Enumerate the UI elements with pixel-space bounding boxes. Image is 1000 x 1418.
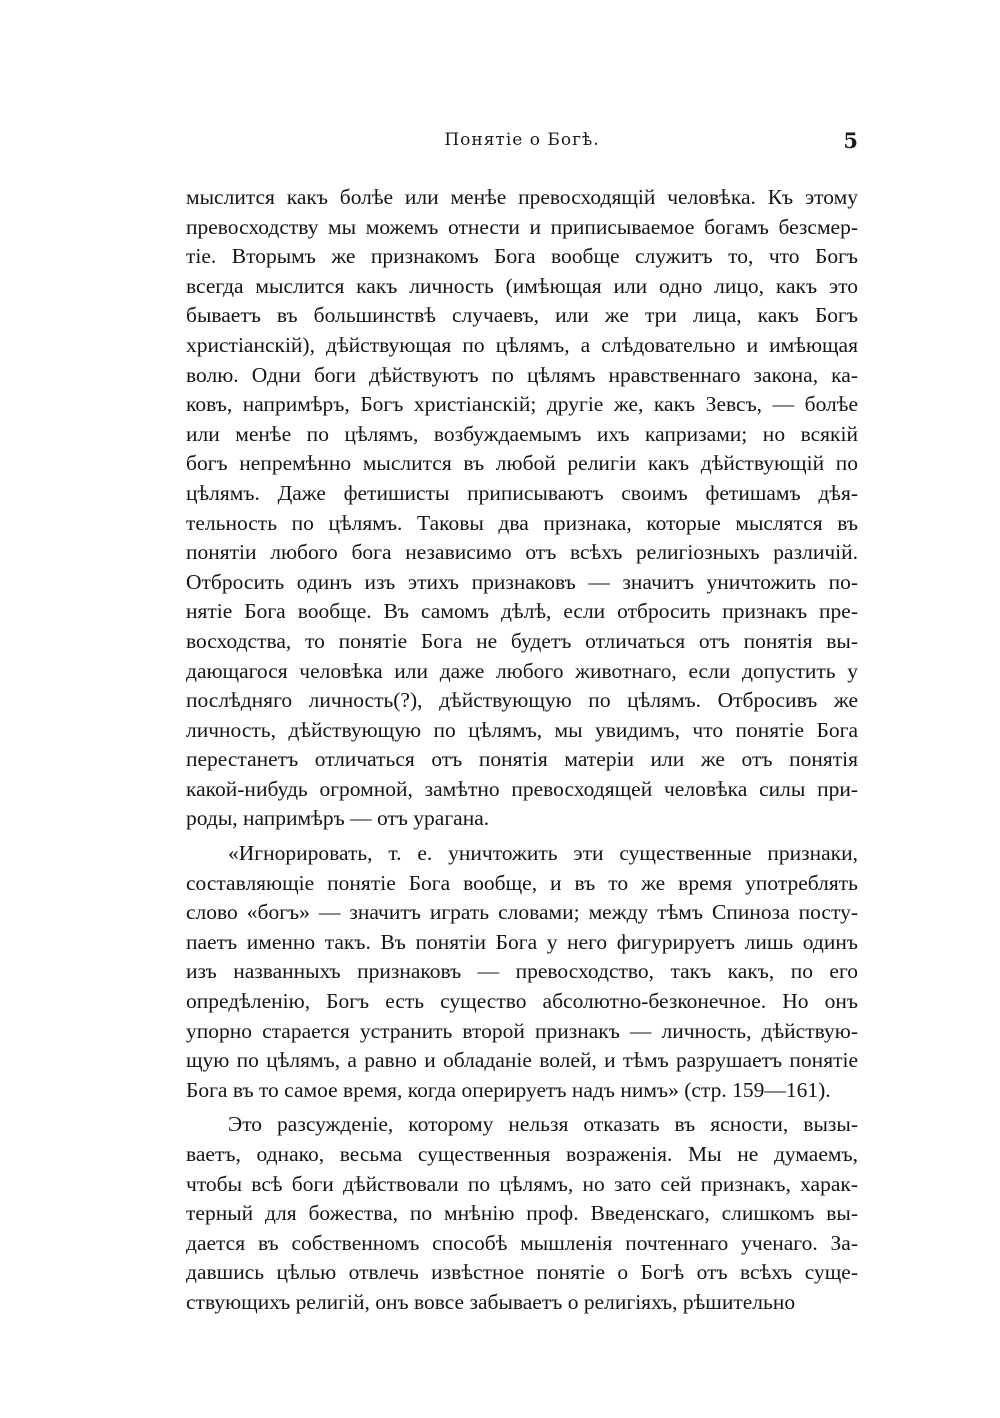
text-line: паетъ именно такъ. Въ понятіи Бога у него фигурируетъ лишь одинъ [186,929,858,954]
text-line: мыслится какъ болѣе или менѣе превосходящій человѣка. Къ этому [186,185,858,209]
text-line: давшись цѣлью отвлечь извѣстное понятіе о Богѣ отъ всѣхъ суще- [186,1260,858,1285]
text-line: Это разсужденіе, которому нельзя отказать въ ясности, вызы- [228,1112,858,1137]
text-line: личность, дѣйствующую по цѣлямъ, мы увидимъ, что понятіе Бога [186,717,858,742]
text-line: перестанетъ отличаться отъ понятія матеріи или же отъ понятія [186,747,858,772]
body-text [186,183,858,1318]
text-line: какой-нибудь огромной, замѣтно превосходящей человѣка силы при- [186,776,858,801]
text-line: или менѣе по цѣлямъ, возбуждаемымъ ихъ капризами; но всякій [186,421,858,446]
text-line: понятіи любого бога независимо отъ всѣхъ религіозныхъ различій. [186,540,858,565]
text-line: превосходству мы можемъ отнести и приписываемое богамъ безсмер- [186,214,858,239]
running-head [186,130,858,164]
paragraph-3 [186,1110,858,1317]
text-line: тіе. Вторымъ же признакомъ Бога вообще служитъ то, что Богъ [186,244,858,269]
running-title: Понятіе о Богѣ. [444,130,600,150]
text-line: «Игнорировать, т. е. уничтожить эти существенные признаки, [228,841,858,866]
text-line: цѣлямъ. Даже фетишисты приписываютъ своимъ фетишамъ дѣя- [186,480,858,505]
text-line: нятіе Бога вообще. Въ самомъ дѣлѣ, если отбросить признакъ пре- [186,599,858,624]
text-line: роды, напримѣръ — отъ урагана. [186,806,490,831]
text-line: дающагося человѣка или даже любого животнаго, если допустить у [186,658,858,683]
text-line: изъ названныхъ признаковъ — превосходство, такъ какъ, по его [186,959,858,984]
text-line: богъ непремѣнно мыслится въ любой религіи какъ дѣйствующій по [186,451,858,476]
text-line: опредѣленію, Богъ есть существо абсолютно-безконечное. Но онъ [186,989,858,1014]
text-line: ваетъ, однако, весьма существенныя возраженія. Мы не думаемъ, [186,1142,858,1166]
text-line: Бога въ то самое время, когда оперируетъ надъ нимъ» (стр. 159—161). [186,1077,831,1102]
text-line: бываетъ въ большинствѣ случаевъ, или же три лица, какъ Богъ [186,303,858,328]
text-line: всегда мыслится какъ личность (имѣющая или одно лицо, какъ это [186,273,858,298]
text-line: щую по цѣлямъ, а равно и обладаніе волей, и тѣмъ разрушаетъ понятіе [186,1048,858,1073]
text-line: терный для божества, по мнѣнію проф. Введенскаго, слишкомъ вы- [186,1201,858,1226]
text-line: послѣдняго личность(?), дѣйствующую по цѣлямъ. Отбросивъ же [186,688,858,713]
text-line: тельность по цѣлямъ. Таковы два признака, которые мыслятся въ [186,510,858,535]
text-line: христіанскій), дѣйствующая по цѣлямъ, а слѣдовательно и имѣющая [186,332,858,357]
text-line: упорно старается устранить второй признакъ — личность, дѣйствую- [186,1018,858,1043]
text-line: ковъ, напримѣръ, Богъ христіанскій; другіе же, какъ Зевсъ, — болѣе [186,392,858,417]
text-line: чтобы всѣ боги дѣйствовали по цѣлямъ, но зато сей признакъ, харак- [186,1171,858,1196]
text-line: волю. Одни боги дѣйствуютъ по цѣлямъ нравственнаго закона, ка- [186,362,858,387]
text-line: составляющіе понятіе Бога вообще, и въ то же время употреблять [186,870,858,895]
paragraph-1 [186,183,858,834]
text-line: восходства, то понятіе Бога не будетъ отличаться отъ понятія вы- [186,628,858,653]
text-line: слово «богъ» — значитъ играть словами; между тѣмъ Спиноза посту- [186,900,858,925]
text-line: дается въ собственномъ способѣ мышленія почтеннаго ученаго. За- [186,1230,858,1255]
text-line: ствующихъ религій, онъ вовсе забываетъ о религіяхъ, рѣшительно [186,1289,796,1314]
page-number: 5 [843,128,858,153]
paragraph-2 [186,839,858,1105]
text-line: Отбросить одинъ изъ этихъ признаковъ — значитъ уничтожить по- [186,569,858,594]
